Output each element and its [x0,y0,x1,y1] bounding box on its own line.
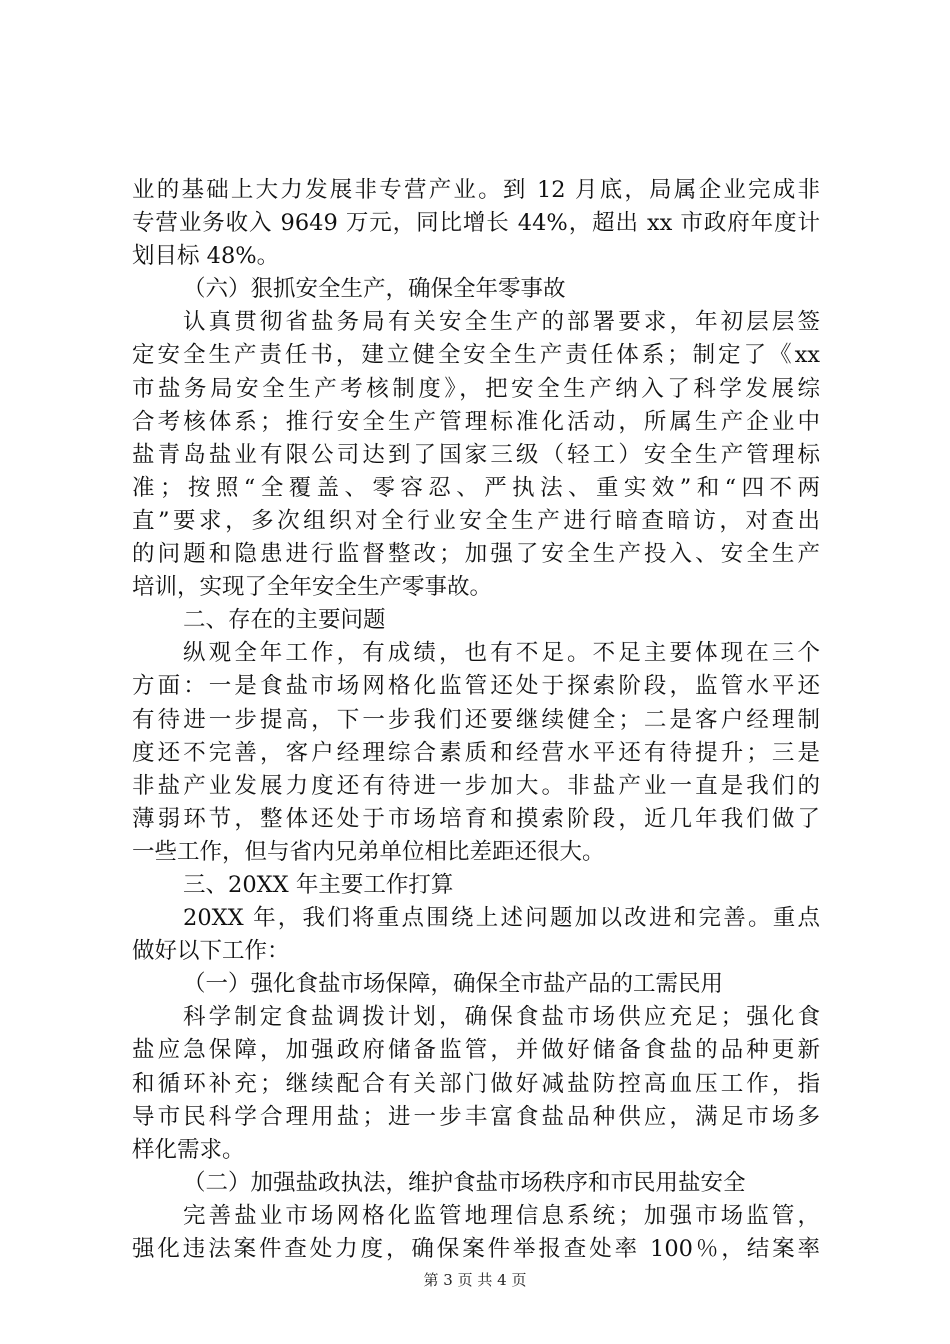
text-line: 做好以下工作： [132,938,290,965]
text-line: 市盐务局安全生产考核制度》，把安全生产纳入了科学发展综 [132,375,820,402]
text-line: 二、存在的主要问题 [183,607,386,634]
text-line: （六）狠抓安全生产，确保全年零事故 [183,276,566,303]
document-body [132,174,820,1266]
text-line: 准；按照“全覆盖、零容忍、严执法、重实效”和“四不两 [132,474,820,501]
text-line: 培训，实现了全年安全生产零事故。 [132,574,493,601]
text-line: 业的基础上大力发展非专营产业。到 12 月底，局属企业完成非 [132,177,820,203]
text-line: 划目标 48%。 [132,243,280,270]
text-line: 有待进一步提高，下一步我们还要继续健全；二是客户经理制 [132,706,820,733]
text-line: 合考核体系；推行安全生产管理标准化活动，所属生产企业中 [132,408,820,435]
text-line: 样化需求。 [132,1136,245,1163]
text-line: 方面：一是食盐市场网格化监管还处于探索阶段，监管水平还 [132,673,820,700]
text-line: 盐青岛盐业有限公司达到了国家三级（轻工）安全生产管理标 [132,441,820,468]
text-line: 度还不完善，客户经理综合素质和经营水平还有待提升；三是 [132,739,820,766]
text-line: 非盐产业发展力度还有待进一步加大。非盐产业一直是我们的 [132,772,820,799]
text-line: 定安全生产责任书，建立健全安全生产责任体系；制定了《xx [132,342,820,369]
text-line: 认真贯彻省盐务局有关安全生产的部署要求，年初层层签 [183,309,820,336]
text-line: 强化违法案件查处力度，确保案件举报查处率 100％，结案率 [132,1236,820,1262]
text-line: 专营业务收入 9649 万元，同比增长 44%，超出 xx 市政府年度计 [132,210,820,237]
text-line: 纵观全年工作，有成绩，也有不足。不足主要体现在三个 [183,640,820,667]
text-line: 科学制定食盐调拨计划，确保食盐市场供应充足；强化食 [183,1004,820,1031]
text-line: 一些工作，但与省内兄弟单位相比差距还很大。 [132,838,605,865]
text-line: （一）强化食盐市场保障，确保全市盐产品的工需民用 [183,971,724,998]
page-number-footer: 第 3 页 共 4 页 [423,1271,527,1289]
text-line: 20XX 年，我们将重点围绕上述问题加以改进和完善。重点 [183,905,820,932]
text-line: 盐应急保障，加强政府储备监管，并做好储备食盐的品种更新 [132,1037,820,1064]
text-line: 完善盐业市场网格化监管地理信息系统；加强市场监管， [183,1202,820,1229]
text-line: 薄弱环节，整体还处于市场培育和摸索阶段，近几年我们做了 [132,805,820,832]
text-line: 的问题和隐患进行监督整改；加强了安全生产投入、安全生产 [132,541,820,568]
text-line: （二）加强盐政执法，维护食盐市场秩序和市民用盐安全 [183,1169,746,1196]
text-line: 导市民科学合理用盐；进一步丰富食盐品种供应，满足市场多 [132,1103,820,1130]
text-line: 和循环补充；继续配合有关部门做好减盐防控高血压工作，指 [132,1070,820,1097]
text-line: 三、20XX 年主要工作打算 [183,871,454,898]
text-line: 直”要求，多次组织对全行业安全生产进行暗查暗访，对查出 [132,507,820,534]
